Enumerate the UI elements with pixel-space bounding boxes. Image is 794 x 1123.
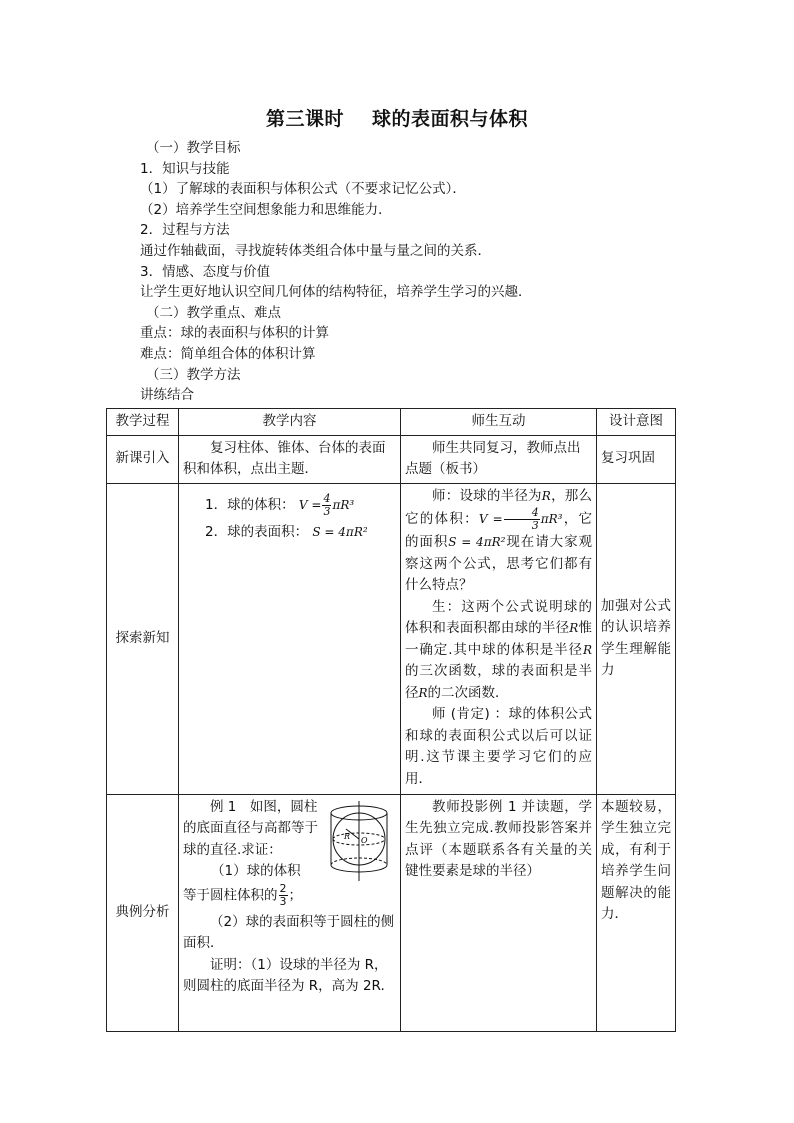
stage-cell: 探索新知 [107, 483, 179, 794]
intro-line: （一）教学目标 [146, 140, 241, 156]
volume-formula [298, 491, 355, 518]
fraction [279, 883, 288, 908]
content-cell [179, 483, 401, 794]
teacher-text-1 [405, 486, 592, 597]
volume-lhs: V = [478, 512, 503, 526]
area-label: 2．球的表面积： [205, 523, 309, 540]
fraction-numerator: 4 [504, 507, 540, 520]
intro-line: 通过作轴截面，寻找旋转体类组合体中量与量之间的关系． [140, 242, 491, 259]
var-r: R [541, 488, 551, 503]
cylinder-sphere-figure [322, 799, 396, 883]
intro-section [140, 138, 700, 406]
stage-cell: 典例分析 [107, 794, 179, 1031]
fraction-denominator: 3 [279, 894, 287, 908]
table-row [107, 435, 676, 483]
fraction-numerator: 4 [323, 491, 331, 505]
header-cell: 教学内容 [179, 409, 401, 436]
title-part1: 第三课时 [265, 108, 344, 130]
example-proof: 证明：（1）设球的半径为 R，则圆柱的底面半径为 R，高为 2R. [183, 956, 388, 994]
fraction [322, 493, 331, 518]
figure-label-o: O [361, 835, 368, 845]
intro-line: （二）教学重点、难点 [146, 304, 281, 321]
table-row [107, 483, 676, 794]
var-r: R [418, 685, 428, 700]
intent-cell: 复习巩固 [597, 435, 676, 483]
example-heading: 例 1 如图，圆柱的底面直径与高都等于球的直径.求证： [183, 798, 318, 858]
fraction [504, 507, 540, 532]
intro-line: 让学生更好地认识空间几何体的结构特征，培养学生学习的兴趣． [140, 284, 532, 301]
table-header-row [107, 409, 676, 436]
content-cell [179, 794, 401, 1031]
area-formula-line [183, 522, 396, 544]
interaction-cell [401, 483, 597, 794]
intent-cell: 本题较易，学生独立完成，有利于培养学生问题解决的能力． [597, 794, 676, 1031]
intent-cell: 加强对公式的认识培养学生理解能力 [597, 483, 676, 794]
header-cell: 教学过程 [107, 409, 179, 436]
fraction-denominator: 3 [531, 519, 539, 532]
text-span: 的三次函数，球的表面积是半径 [405, 663, 592, 701]
volume-rhs: πR³ [540, 512, 563, 526]
interaction-cell: 师生共同复习，教师点出点题（板书） [401, 435, 597, 483]
intro-line: （2）培养学生空间想象能力和思维能力． [140, 201, 392, 218]
area-formula: S = 4πR² [312, 524, 368, 539]
example-part1b [183, 883, 396, 908]
teacher-text-2: 师 (肯定) ：球的体积公式和球的表面积公式以后可以证明.这节课主要学习它们的应用． [405, 706, 592, 787]
example-part2: （2）球的表面积等于圆柱的侧面积． [183, 913, 395, 951]
figure-label-r: R [344, 831, 351, 841]
header-cell: 师生互动 [401, 409, 597, 436]
text-span: 的二次函数． [427, 684, 509, 701]
fraction-numerator: 2 [279, 881, 287, 895]
content-cell: 复习柱体、锥体、台体的表面积和体积，点出主题． [179, 435, 401, 483]
intro-line: 1．知识与技能 [140, 160, 230, 177]
intro-line: （三）教学方法 [146, 366, 241, 383]
text-span: ，那么它的体积： [405, 487, 593, 527]
text-span: 等于圆柱体积的 [183, 887, 278, 903]
header-cell: 设计意图 [597, 409, 676, 436]
volume-rhs: πR³ [332, 497, 355, 512]
example-part1a: （1）球的体积 [211, 863, 301, 879]
volume-formula-line [183, 492, 396, 518]
intro-line: 2．过程与方法 [140, 222, 230, 239]
lesson-table [106, 408, 676, 1032]
fraction-denominator: 3 [323, 504, 331, 518]
stage-cell: 新课引入 [107, 435, 179, 483]
text-span: ； [288, 887, 302, 903]
title-part2: 球的表面积与体积 [372, 108, 529, 130]
text-span: 生：这两个公式说明球的体积和表面积都由球的半径 [405, 598, 592, 636]
interaction-cell: 教师投影例 1 并读题，学生先独立完成.教师投影答案并点评（本题联系各有关量的关键性要素是球的半径） [401, 794, 597, 1031]
intro-line: 难点：简单组合体的体积计算 [140, 345, 316, 362]
volume-label: 1．球的体积： [205, 496, 295, 513]
text-span: 现在请大家观察这两个公式，思考它们都有什么特点？ [405, 534, 593, 593]
intro-line: 重点：球的表面积与体积的计算 [140, 325, 329, 342]
student-text [405, 597, 592, 705]
volume-lhs: V = [298, 497, 322, 512]
page-title [0, 104, 794, 131]
intro-line: 讲练结合 [140, 387, 194, 404]
text-span: 惟一确定.其中球的体积是半径 [405, 620, 593, 658]
area-formula-inline: S = 4πR² [448, 535, 506, 549]
var-r: R [569, 621, 579, 635]
text-span: ，它的面积 [405, 511, 592, 550]
volume-formula-inline [478, 506, 563, 532]
text-span: 师：设球的半径为 [432, 487, 542, 504]
table-row [107, 794, 676, 1031]
intro-line: （1）了解球的表面积与体积公式（不要求记忆公式）． [140, 181, 466, 198]
intro-line: 3．情感、态度与价值 [140, 263, 271, 280]
var-r: R [582, 642, 592, 657]
